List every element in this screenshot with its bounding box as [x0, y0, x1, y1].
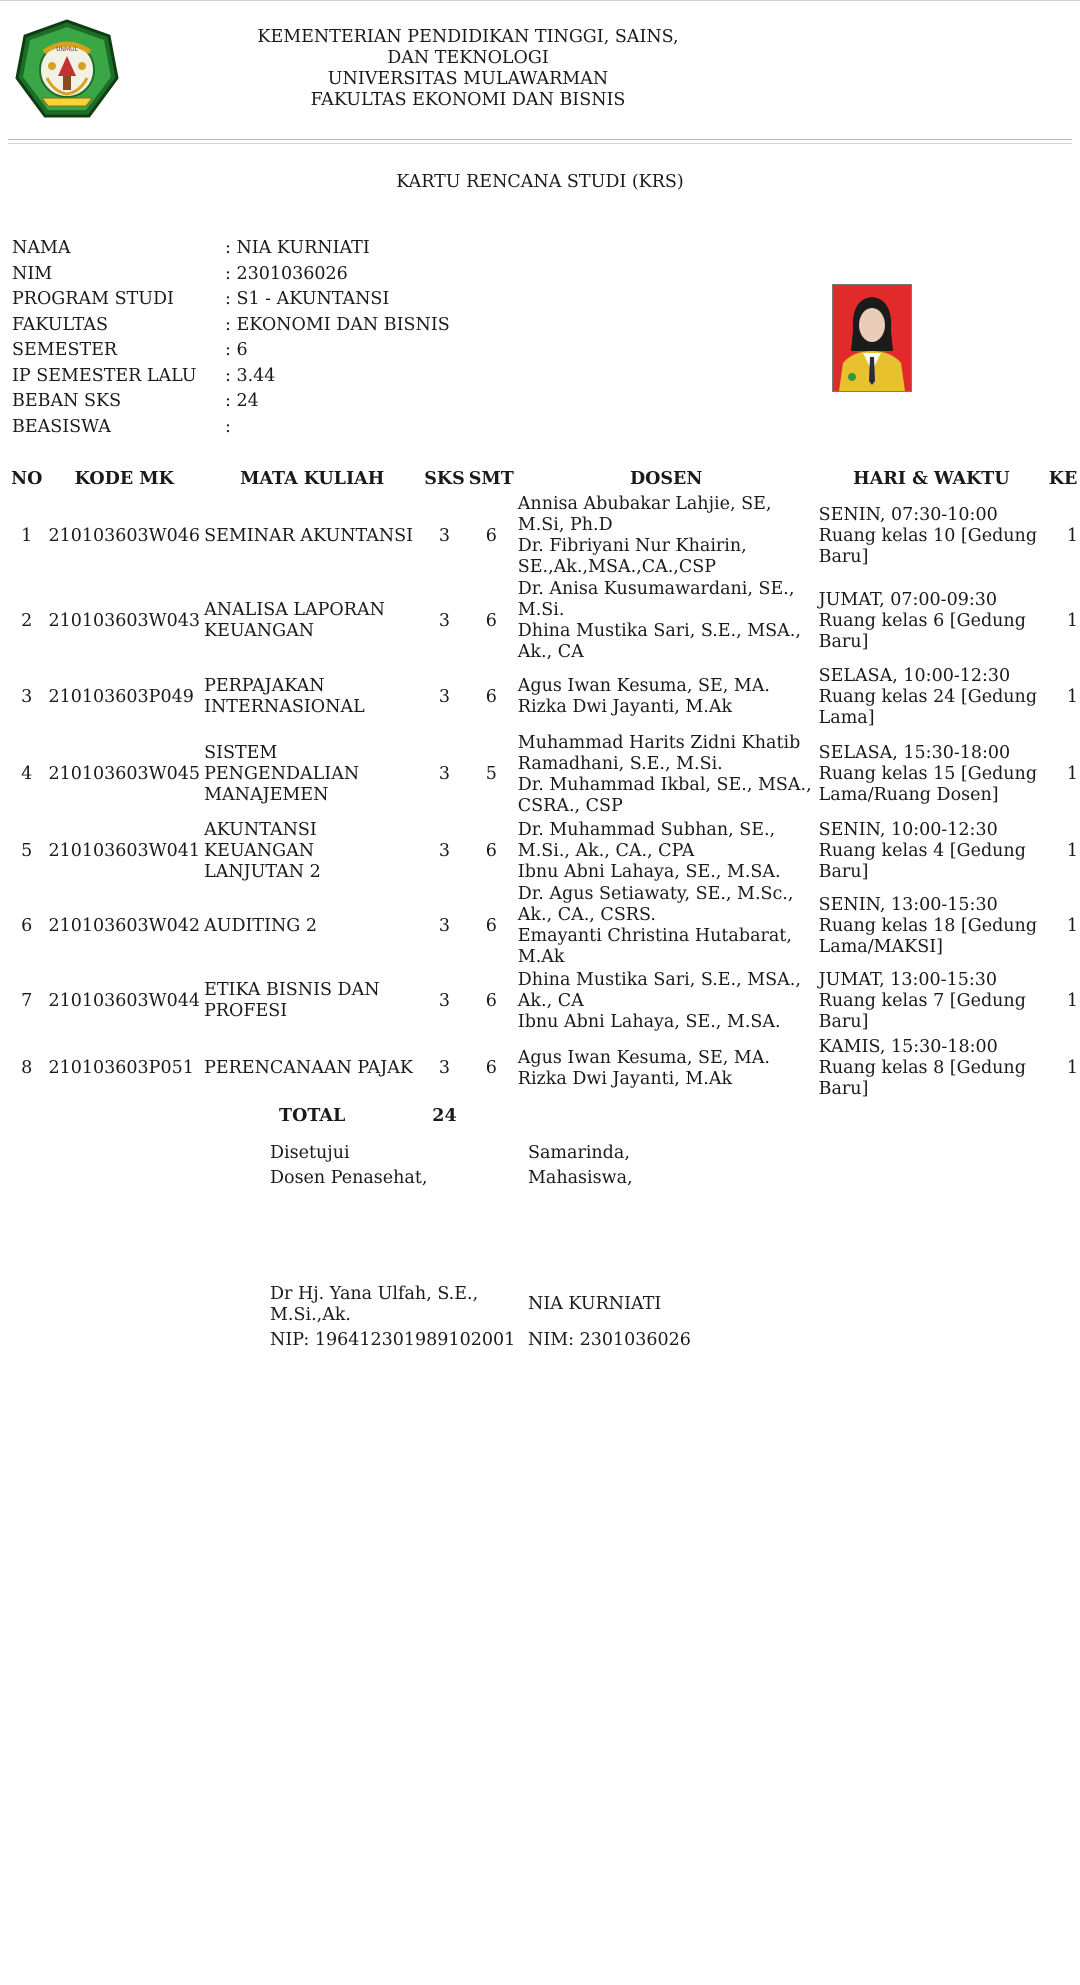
signature-place: Samarinda,	[528, 1143, 630, 1163]
cell-no: 7	[21, 990, 33, 1011]
cell-kode: 210103603W041	[48, 840, 201, 861]
cell-sks: 3	[438, 610, 451, 631]
cell-ke: 1	[1066, 764, 1078, 784]
advisor-signature-block	[270, 1141, 500, 1191]
info-label: BEBAN SKS	[12, 391, 122, 411]
dosen-line: Dhina Mustika Sari, S.E., MSA., Ak., CA	[517, 969, 801, 1011]
cell-no: 2	[21, 610, 33, 631]
student-name-signature: NIA KURNIATI	[528, 1294, 662, 1314]
cell-mata-kuliah	[202, 1034, 422, 1103]
table-row	[7, 968, 1080, 1034]
total-spacer	[7, 1103, 46, 1129]
waktu-line: KAMIS, 15:30-18:00	[818, 1037, 998, 1057]
waktu-line: Ruang kelas 15 [Gedung Lama/Ruang Dosen]	[818, 764, 1038, 805]
column-header-ke: KE	[1048, 468, 1078, 489]
header-line-university: UNIVERSITAS MULAWARMAN	[327, 69, 609, 89]
cell-no: 6	[21, 915, 33, 936]
document-title: KARTU RENCANA STUDI (KRS)	[396, 172, 684, 192]
mk-line: AKUNTANSI KEUANGAN	[204, 819, 317, 861]
cell-mata-kuliah	[202, 968, 422, 1034]
info-label: FAKULTAS	[12, 314, 108, 335]
mk-line: AUDITING 2	[204, 915, 317, 936]
total-label: TOTAL	[279, 1105, 346, 1126]
cell-hari-waktu	[817, 818, 1046, 884]
cell-mata-kuliah	[202, 579, 422, 663]
dosen-line: Dr. Fibriyani Nur Khairin, SE.,Ak.,MSA.,CA.,CSP	[517, 536, 747, 577]
mk-line: PERENCANAAN PAJAK	[204, 1058, 413, 1078]
advisor-nip: NIP: 196412301989102001	[270, 1330, 516, 1350]
cell-mata-kuliah	[202, 493, 422, 579]
dosen-line: Dhina Mustika Sari, S.E., MSA., Ak., CA	[517, 621, 801, 662]
waktu-line: Ruang kelas 4 [Gedung Baru]	[818, 840, 1026, 882]
cell-kode: 210103603W042	[48, 915, 201, 936]
cell-dosen	[516, 731, 817, 818]
header-line-faculty: FAKULTAS EKONOMI DAN BISNIS	[310, 90, 626, 110]
info-value: : NIA KURNIATI	[225, 238, 370, 258]
cell-sks: 3	[438, 840, 451, 861]
cell-smt: 6	[485, 1058, 497, 1078]
cell-sks: 3	[438, 1058, 451, 1078]
waktu-line: Ruang kelas 7 [Gedung Baru]	[818, 990, 1026, 1032]
cell-ke: 1	[1066, 840, 1078, 861]
cell-smt: 6	[485, 525, 497, 546]
column-header-sks: SKS	[424, 468, 465, 489]
cell-hari-waktu	[817, 884, 1046, 968]
cell-no: 8	[21, 1058, 33, 1078]
mk-line: LANJUTAN 2	[204, 861, 321, 882]
page-top-border	[0, 0, 1080, 1]
info-value: : 2301036026	[225, 263, 348, 284]
cell-ke: 1	[1066, 915, 1078, 936]
student-role-label: Mahasiswa,	[528, 1168, 633, 1188]
info-value: : 3.44	[225, 365, 276, 386]
cell-dosen	[516, 818, 817, 884]
mk-line: ETIKA BISNIS DAN	[204, 980, 380, 1000]
mk-line: PROFESI	[204, 1001, 288, 1021]
cell-mata-kuliah	[202, 884, 422, 968]
student-photo-icon	[832, 284, 912, 392]
column-header-no: NO	[11, 468, 43, 489]
student-signature-block	[528, 1141, 758, 1191]
cell-sks: 3	[438, 686, 451, 707]
waktu-line: Ruang kelas 8 [Gedung Baru]	[818, 1058, 1026, 1099]
table-row	[7, 663, 1080, 731]
header-divider	[8, 139, 1072, 144]
dosen-line: Muhammad Harits Zidni Khatib Ramadhani, S.E., M.Si.	[517, 732, 801, 774]
header-line-ministry-cont: DAN TEKNOLOGI	[387, 48, 549, 68]
column-header-hari-waktu: HARI & WAKTU	[853, 468, 1010, 489]
cell-hari-waktu	[817, 731, 1046, 818]
cell-kode: 210103603W044	[48, 990, 201, 1011]
logo-text: UNMUL	[56, 46, 78, 53]
cell-sks: 3	[438, 990, 451, 1011]
waktu-line: SELASA, 15:30-18:00	[818, 743, 1011, 763]
cell-sks: 3	[438, 525, 451, 546]
info-value: :	[225, 416, 231, 437]
cell-smt: 5	[485, 764, 497, 784]
cell-no: 1	[21, 525, 33, 546]
cell-no: 4	[21, 764, 33, 784]
mk-line: KEUANGAN	[204, 621, 315, 641]
advisor-role-label: Dosen Penasehat,	[270, 1168, 428, 1188]
waktu-line: SENIN, 13:00-15:30	[818, 894, 998, 915]
cell-ke: 1	[1066, 1058, 1078, 1078]
info-value: : EKONOMI DAN BISNIS	[225, 314, 450, 335]
cell-hari-waktu	[817, 1034, 1046, 1103]
cell-no: 5	[21, 840, 33, 861]
cell-smt: 6	[485, 990, 497, 1011]
cell-hari-waktu	[817, 493, 1046, 579]
dosen-line: Agus Iwan Kesuma, SE, MA.	[517, 676, 770, 696]
column-header-dosen: DOSEN	[630, 468, 703, 489]
mk-line: PERPAJAKAN	[204, 676, 325, 696]
info-value: : S1 - AKUNTANSI	[225, 289, 390, 309]
cell-hari-waktu	[817, 579, 1046, 663]
cell-hari-waktu	[817, 968, 1046, 1034]
cell-no: 3	[21, 686, 33, 707]
total-spacer	[516, 1103, 817, 1129]
info-label: NAMA	[12, 238, 71, 258]
cell-mata-kuliah	[202, 818, 422, 884]
cell-dosen	[516, 968, 817, 1034]
cell-mata-kuliah	[202, 663, 422, 731]
dosen-line: Ibnu Abni Lahaya, SE., M.SA.	[517, 861, 781, 882]
cell-ke: 1	[1066, 610, 1078, 631]
cell-kode: 210103603W043	[48, 610, 201, 631]
waktu-line: SENIN, 10:00-12:30	[818, 819, 998, 840]
cell-kode: 210103603P049	[48, 686, 194, 707]
cell-sks: 3	[438, 915, 451, 936]
cell-dosen	[516, 579, 817, 663]
cell-dosen	[516, 884, 817, 968]
dosen-line: Emayanti Christina Hutabarat, M.Ak	[517, 926, 792, 967]
waktu-line: Ruang kelas 18 [Gedung Lama/MAKSI]	[818, 915, 1038, 957]
column-header-mata-kuliah: MATA KULIAH	[240, 468, 385, 489]
waktu-line: Ruang kelas 24 [Gedung Lama]	[818, 686, 1038, 728]
cell-smt: 6	[485, 840, 497, 861]
student-nim: NIM: 2301036026	[528, 1330, 691, 1350]
total-sks: 24	[432, 1105, 457, 1126]
cell-smt: 6	[485, 686, 497, 707]
column-header-smt: SMT	[468, 468, 514, 489]
dosen-line: Dr. Anisa Kusumawardani, SE., M.Si.	[517, 579, 795, 620]
table-row	[7, 818, 1080, 884]
cell-hari-waktu	[817, 663, 1046, 731]
cell-dosen	[516, 1034, 817, 1103]
table-total-row	[7, 1103, 1080, 1129]
total-spacer	[1046, 1103, 1080, 1129]
institution-header	[250, 27, 686, 111]
cell-dosen	[516, 493, 817, 579]
cell-dosen	[516, 663, 817, 731]
info-label: NIM	[12, 263, 53, 284]
dosen-line: Dr. Agus Setiawaty, SE., M.Sc., Ak., CA., CSRS.	[517, 884, 794, 925]
advisor-approval-label: Disetujui	[270, 1143, 350, 1163]
dosen-line: Ibnu Abni Lahaya, SE., M.SA.	[517, 1011, 781, 1032]
waktu-line: Ruang kelas 6 [Gedung Baru]	[818, 610, 1026, 652]
advisor-name: Dr Hj. Yana Ulfah, S.E., M.Si.,Ak.	[270, 1284, 479, 1325]
dosen-line: Rizka Dwi Jayanti, M.Ak	[517, 697, 733, 717]
info-label: IP SEMESTER LALU	[12, 365, 197, 386]
column-header-kode-mk: KODE MK	[74, 468, 174, 489]
dosen-line: Annisa Abubakar Lahjie, SE, M.Si, Ph.D	[517, 494, 772, 535]
table-header-row	[7, 465, 1080, 493]
total-spacer	[46, 1103, 202, 1129]
cell-kode: 210103603P051	[48, 1058, 194, 1078]
cell-ke: 1	[1066, 525, 1078, 546]
header-line-ministry: KEMENTERIAN PENDIDIKAN TINGGI, SAINS,	[257, 27, 679, 47]
cell-ke: 1	[1066, 686, 1078, 707]
info-value: : 6	[225, 340, 248, 360]
krs-table	[7, 465, 1080, 1129]
cell-smt: 6	[485, 915, 497, 936]
cell-kode: 210103603W045	[48, 764, 201, 784]
dosen-line: Rizka Dwi Jayanti, M.Ak	[517, 1068, 733, 1089]
waktu-line: SELASA, 10:00-12:30	[818, 665, 1011, 686]
table-row	[7, 1034, 1080, 1103]
table-row	[7, 731, 1080, 818]
waktu-line: JUMAT, 07:00-09:30	[818, 589, 998, 610]
dosen-line: Agus Iwan Kesuma, SE, MA.	[517, 1047, 770, 1068]
info-label: BEASISWA	[12, 416, 111, 437]
info-label: SEMESTER	[12, 340, 118, 360]
cell-kode: 210103603W046	[48, 525, 201, 546]
table-row	[7, 579, 1080, 663]
cell-smt: 6	[485, 610, 497, 631]
table-row	[7, 884, 1080, 968]
cell-mata-kuliah	[202, 731, 422, 818]
dosen-line: Dr. Muhammad Ikbal, SE., MSA., CSRA., CSP	[517, 774, 812, 816]
waktu-line: JUMAT, 13:00-15:30	[818, 969, 998, 990]
university-seal-icon	[14, 18, 120, 122]
mk-line: SEMINAR AKUNTANSI	[204, 525, 414, 546]
mk-line: MANAJEMEN	[204, 785, 329, 805]
cell-sks: 3	[438, 764, 451, 784]
mk-line: INTERNASIONAL	[204, 697, 365, 717]
waktu-line: SENIN, 07:30-10:00	[818, 504, 998, 525]
total-spacer	[817, 1103, 1046, 1129]
dosen-line: Dr. Muhammad Subhan, SE., M.Si., Ak., CA., CPA	[517, 819, 776, 861]
table-row	[7, 493, 1080, 579]
info-value: : 24	[225, 391, 259, 411]
cell-ke: 1	[1066, 990, 1078, 1011]
mk-line: SISTEM PENGENDALIAN	[204, 743, 360, 784]
total-spacer	[467, 1103, 516, 1129]
info-label: PROGRAM STUDI	[12, 289, 174, 309]
waktu-line: Ruang kelas 10 [Gedung Baru]	[818, 525, 1038, 567]
mk-line: ANALISA LAPORAN	[204, 600, 385, 620]
